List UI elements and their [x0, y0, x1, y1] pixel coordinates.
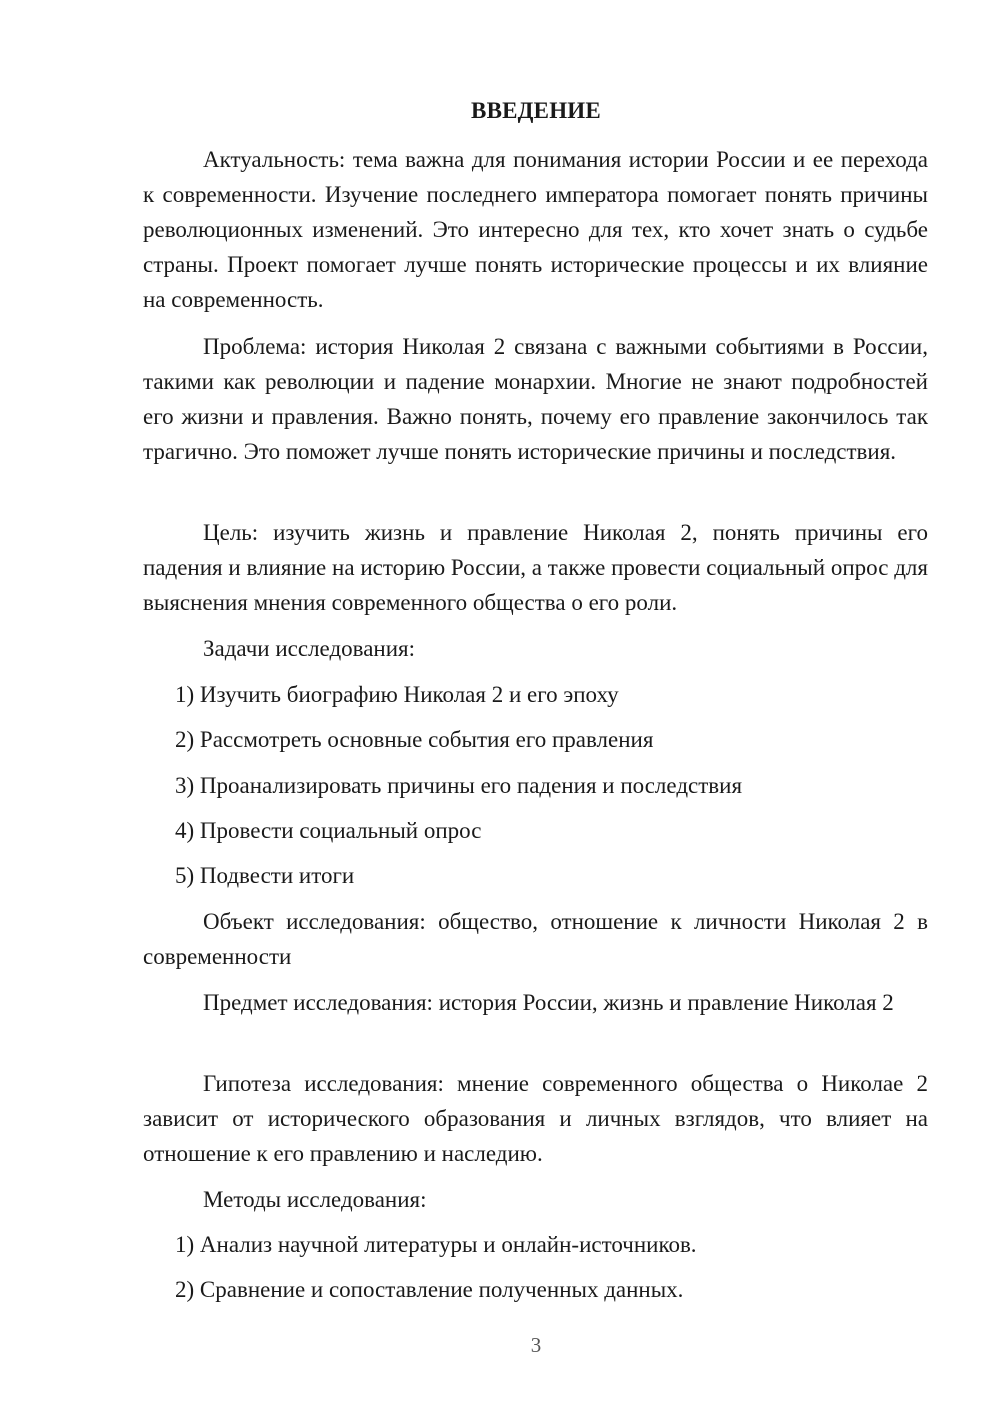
task-item-5: 5) Подвести итоги	[175, 863, 355, 888]
task-item-3: 3) Проанализировать причины его падения и последствия	[175, 773, 743, 798]
page-number: 3	[530, 1333, 542, 1357]
tasks-heading: Задачи исследования:	[203, 636, 416, 661]
task-item-1: 1) Изучить биографию Николая 2 и его эпоху	[175, 682, 619, 707]
section-title: ВВЕДЕНИЕ	[471, 98, 601, 123]
paragraph-goal: Цель: изучить жизнь и правление Николая 2, понять причины его падения и влияние на историю России, а также провести социальный опрос для выяснения мнения современного общества о его роли.	[143, 520, 928, 615]
paragraph-object: Объект исследования: общество, отношение к личности Николая 2 в современности	[143, 909, 928, 969]
paragraph-relevance: Актуальность: тема важна для понимания истории России и ее перехода к современности. Изучение последнего императора помогает понять причины революционных изменений. Это интересно для тех, кто хочет знать о судьбе страны. Проект помогает лучше понять исторические процессы и их влияние на современность.	[143, 147, 928, 312]
task-item-4: 4) Провести социальный опрос	[175, 818, 482, 843]
task-item-2: 2) Рассмотреть основные события его правления	[175, 727, 654, 752]
method-item-2: 2) Сравнение и сопоставление полученных данных.	[175, 1277, 684, 1302]
method-item-1: 1) Анализ научной литературы и онлайн-источников.	[175, 1232, 697, 1257]
paragraph-hypothesis: Гипотеза исследования: мнение современного общества о Николае 2 зависит от исторического образования и личных взглядов, что влияет на отношение к его правлению и наследию.	[143, 1071, 928, 1166]
paragraph-problem: Проблема: история Николая 2 связана с важными событиями в России, такими как революции и падение монархии. Многие не знают подробностей его жизни и правления. Важно понять, почему его правление закончилось так трагично. Это поможет лучше понять исторические причины и последствия.	[143, 334, 928, 464]
paragraph-subject: Предмет исследования: история России, жизнь и правление Николая 2	[203, 990, 894, 1015]
methods-heading: Методы исследования:	[203, 1187, 427, 1212]
